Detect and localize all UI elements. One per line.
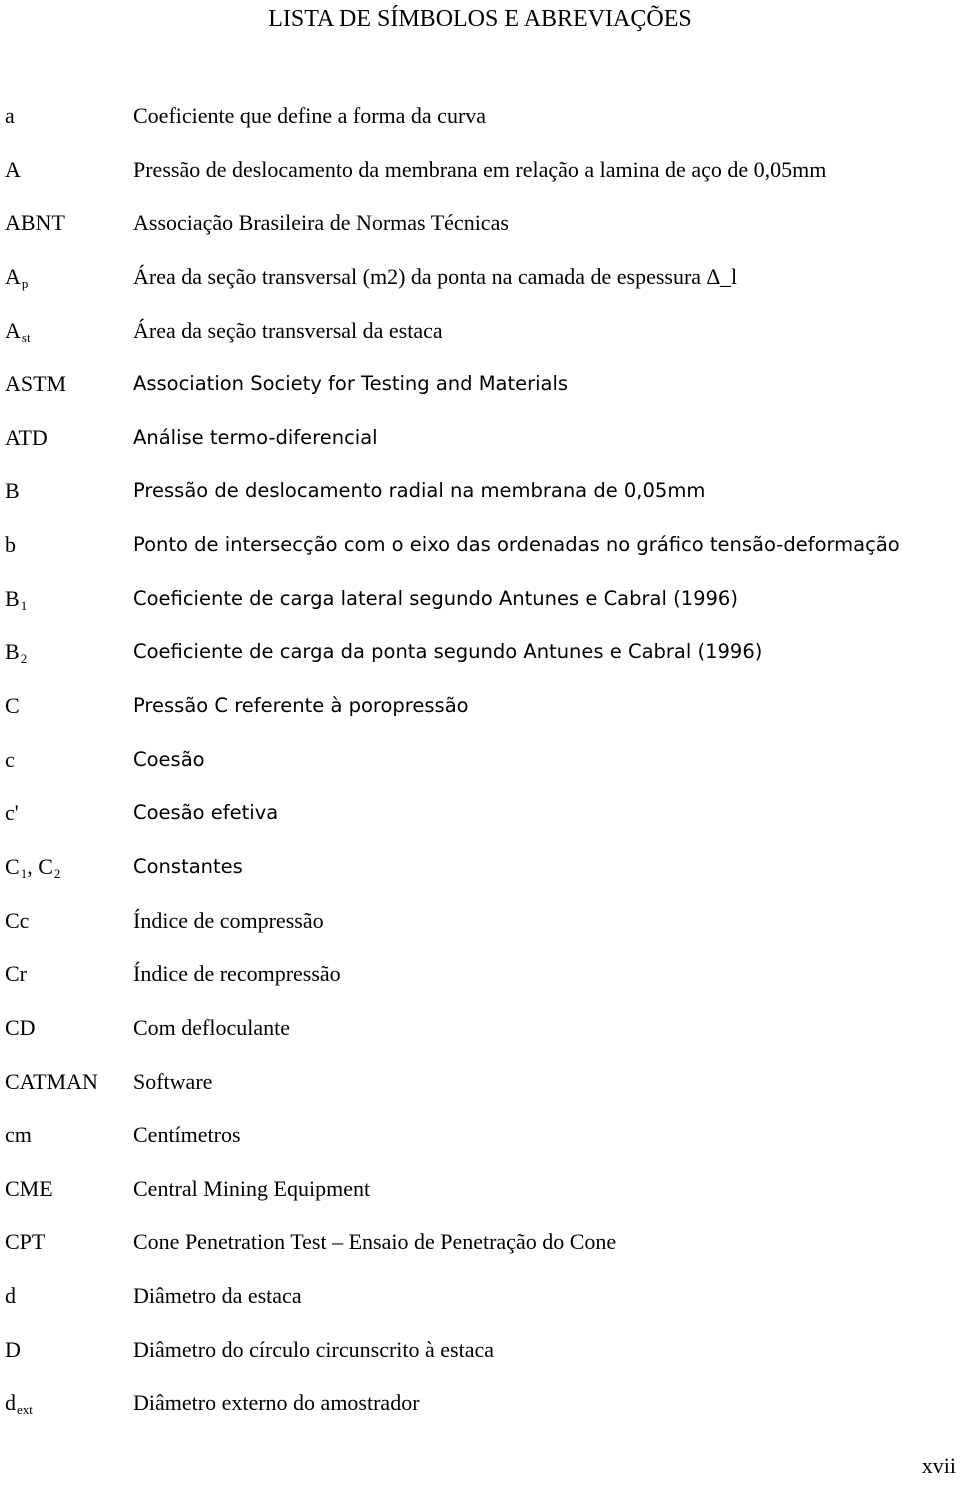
symbol-label: $B_2$ bbox=[5, 639, 28, 667]
page-title: LISTA DE SÍMBOLOS E ABREVIAÇÕES bbox=[268, 6, 692, 32]
symbol-label: b bbox=[5, 532, 16, 558]
symbol-label: a bbox=[5, 103, 15, 128]
list-item bbox=[0, 583, 960, 637]
list-item bbox=[0, 475, 960, 529]
symbol-label: Cc bbox=[5, 907, 30, 933]
definition-text: Diâmetro da estaca bbox=[133, 1283, 302, 1309]
list-item bbox=[0, 1280, 960, 1334]
symbol-label: ASTM bbox=[5, 371, 67, 397]
symbol-label: $B_1$ bbox=[5, 585, 28, 613]
symbol-label: C bbox=[5, 693, 20, 719]
definition-text: Diâmetro externo do amostrador bbox=[133, 1390, 420, 1416]
symbol-label: c bbox=[5, 746, 15, 772]
definition-text: Pressão de deslocamento radial na membrana de 0,05mm bbox=[133, 479, 706, 503]
list-item bbox=[0, 1334, 960, 1388]
definition-text: Centímetros bbox=[133, 1122, 241, 1148]
page-number: xvii bbox=[921, 1453, 956, 1478]
list-item bbox=[0, 1066, 960, 1120]
symbol-label: $C_1$, $C_2$ bbox=[5, 853, 61, 881]
list-item bbox=[0, 797, 960, 851]
list-item bbox=[0, 744, 960, 798]
symbol-label: cm bbox=[5, 1122, 32, 1148]
symbol-label: $A_{st}$ bbox=[5, 317, 31, 345]
symbol-label: CATMAN bbox=[5, 1068, 98, 1094]
symbol-label: CME bbox=[5, 1175, 53, 1201]
symbol-label: $A_p$ bbox=[5, 263, 29, 291]
list-item bbox=[0, 905, 960, 959]
list-item bbox=[0, 1012, 960, 1066]
symbols-list bbox=[0, 100, 960, 1441]
symbol-label: d bbox=[5, 1283, 16, 1309]
symbol-subscript: 1 bbox=[20, 865, 28, 881]
definition-text: Associação Brasileira de Normas Técnicas bbox=[133, 210, 509, 236]
definition-text: Ponto de intersecção com o eixo das ordenadas no gráfico tensão-deformação bbox=[133, 533, 900, 557]
definition-text: Coeficiente que define a forma da curva bbox=[133, 103, 487, 128]
definition-text: Análise termo-diferencial bbox=[133, 425, 378, 449]
symbol-subscript: 1 bbox=[20, 597, 28, 613]
definition-text: Pressão C referente à poropressão bbox=[133, 694, 469, 718]
symbol-label: ABNT bbox=[5, 210, 65, 236]
symbol-label: B bbox=[5, 478, 20, 504]
symbol-label: $d_{ext}$ bbox=[5, 1390, 33, 1418]
list-item bbox=[0, 368, 960, 422]
list-item bbox=[0, 636, 960, 690]
definition-text: Área da seção transversal (m2) da ponta na camada de espessura ∆_l bbox=[133, 263, 738, 289]
list-item bbox=[0, 1387, 960, 1441]
definition-text: Com defloculante bbox=[133, 1014, 291, 1040]
list-item bbox=[0, 851, 960, 905]
definition-text: Coeficiente de carga lateral segundo Antunes e Cabral (1996) bbox=[133, 586, 738, 610]
definition-text: Índice de compressão bbox=[133, 907, 324, 933]
symbol-label: c' bbox=[5, 800, 19, 826]
definition-text: Association Society for Testing and Materials bbox=[133, 372, 569, 396]
symbol-subscript: st bbox=[21, 329, 31, 345]
list-item bbox=[0, 261, 960, 315]
symbol-subscript: 2 bbox=[20, 651, 28, 667]
list-item bbox=[0, 100, 960, 154]
definition-text: Área da seção transversal da estaca bbox=[133, 317, 443, 343]
definition-text: Pressão de deslocamento da membrana em relação a lamina de aço de 0,05mm bbox=[133, 156, 827, 182]
definition-text: Software bbox=[133, 1068, 213, 1094]
definition-text: Cone Penetration Test – Ensaio de Penetração do Cone bbox=[133, 1229, 617, 1255]
list-item bbox=[0, 154, 960, 208]
list-item bbox=[0, 422, 960, 476]
definition-text: Coesão bbox=[133, 747, 205, 771]
symbol-subscript: p bbox=[21, 275, 29, 291]
list-item bbox=[0, 315, 960, 369]
symbol-label: CPT bbox=[5, 1229, 46, 1255]
symbol-label: D bbox=[5, 1336, 21, 1362]
list-item bbox=[0, 1226, 960, 1280]
definition-text: Central Mining Equipment bbox=[133, 1175, 371, 1201]
list-item bbox=[0, 1173, 960, 1227]
definition-text: Coeficiente de carga da ponta segundo Antunes e Cabral (1996) bbox=[133, 640, 763, 664]
list-item bbox=[0, 207, 960, 261]
definition-text: Diâmetro do círculo circunscrito à estaca bbox=[133, 1336, 495, 1362]
definition-text: Índice de recompressão bbox=[133, 961, 341, 987]
symbol-label: Cr bbox=[5, 961, 27, 987]
list-item bbox=[0, 690, 960, 744]
list-item bbox=[0, 529, 960, 583]
symbol-subscript: ext bbox=[17, 1402, 33, 1418]
list-item bbox=[0, 1119, 960, 1173]
symbol-subscript: 2 bbox=[53, 865, 61, 881]
symbol-label: ATD bbox=[5, 424, 48, 450]
list-item bbox=[0, 958, 960, 1012]
definition-text: Coesão efetiva bbox=[133, 801, 279, 825]
definition-text: Constantes bbox=[133, 854, 243, 878]
symbol-label: A bbox=[5, 156, 21, 182]
symbol-label: CD bbox=[5, 1014, 36, 1040]
